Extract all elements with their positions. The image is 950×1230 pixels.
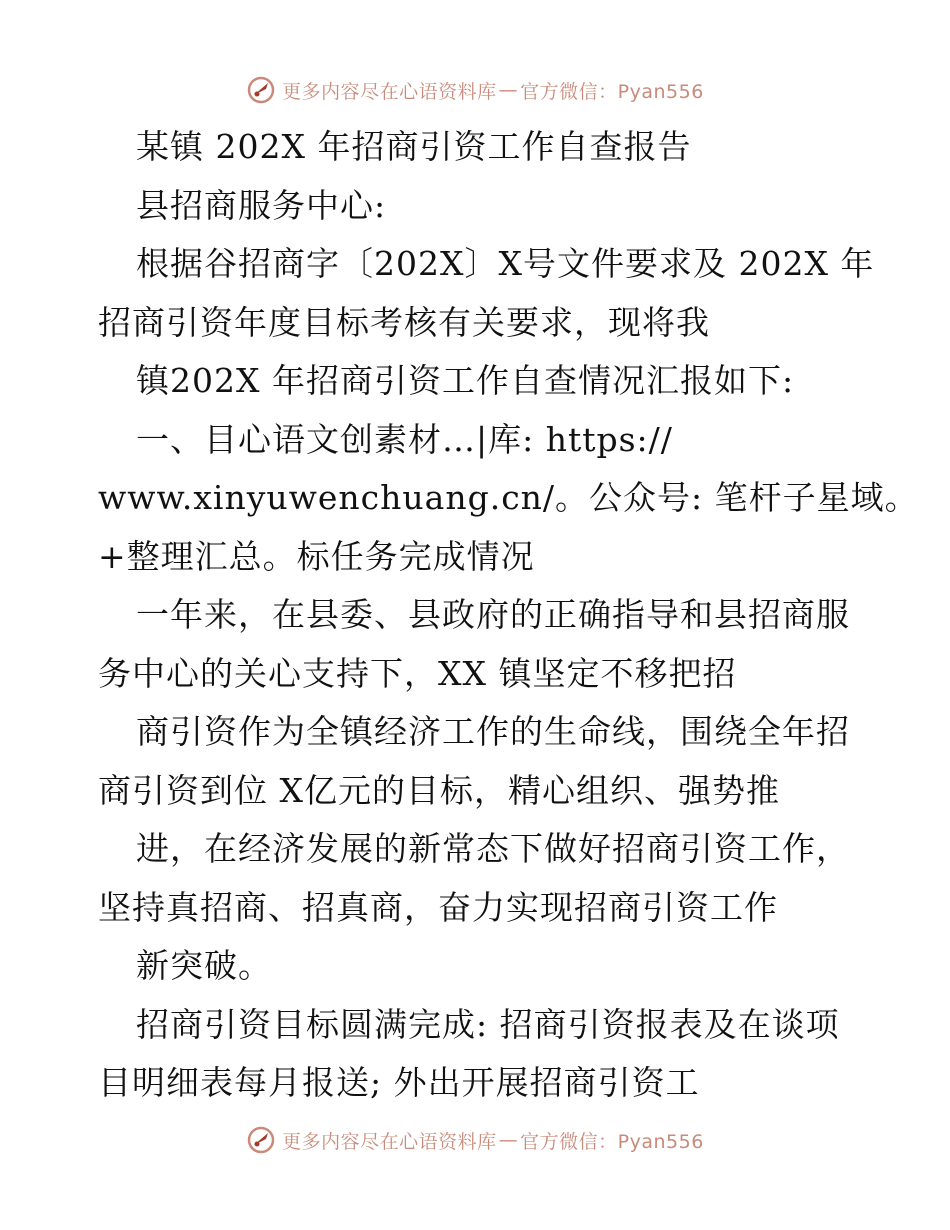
brand-logo-icon <box>246 1125 276 1155</box>
document-title: 某镇 202X 年招商引资工作自查报告 <box>136 127 692 166</box>
watermark-separator: — <box>498 79 519 101</box>
document-line: 商引资作为全镇经济工作的生命线，围绕全年招 <box>136 712 850 751</box>
document-line: 目明细表每月报送; 外出开展招商引资工 <box>98 1063 700 1102</box>
brand-logo-icon <box>246 75 276 105</box>
document-line: 新突破。 <box>136 946 272 985</box>
watermark-suffix: 官方微信：Pyan556 <box>520 1130 704 1153</box>
document-line: 招商引资年度目标考核有关要求，现将我 <box>98 302 710 342</box>
document-line: 招商引资目标圆满完成: 招商引资报表及在谈项 <box>136 1004 840 1044</box>
watermark-footer <box>0 1120 950 1160</box>
watermark-separator: — <box>498 1129 519 1151</box>
document-line: 根据谷招商字〔202X〕X号文件要求及 202X 年 <box>136 244 875 283</box>
document-line: www.xinyuwenchuang.cn/。公众号: 笔杆子星域。 <box>98 478 919 517</box>
watermark-suffix: 官方微信：Pyan556 <box>520 80 704 103</box>
watermark-text: 更多内容尽在心语资料库 <box>282 1130 497 1153</box>
watermark-text: 更多内容尽在心语资料库 <box>282 80 497 103</box>
document-line: +整理汇总。标任务完成情况 <box>98 536 535 576</box>
watermark-header <box>0 70 950 110</box>
document-line: 坚持真招商、招真商，奋力实现招商引资工作 <box>98 887 778 927</box>
document-line: 一年来，在县委、县政府的正确指导和县招商服 <box>136 595 850 634</box>
document-line: 镇202X 年招商引资工作自查情况汇报如下: <box>136 361 795 400</box>
document-section-heading: 一、目心语文创素材…|库: https:// <box>136 419 673 459</box>
document-line: 商引资到位 X亿元的目标，精心组织、强势推 <box>98 770 780 810</box>
document-line: 务中心的关心支持下，XX 镇坚定不移把招 <box>98 653 737 693</box>
document-line: 进，在经济发展的新常态下做好招商引资工作， <box>136 829 850 868</box>
document-body <box>98 118 919 1113</box>
document-addressee: 县招商服务中心: <box>136 185 387 225</box>
